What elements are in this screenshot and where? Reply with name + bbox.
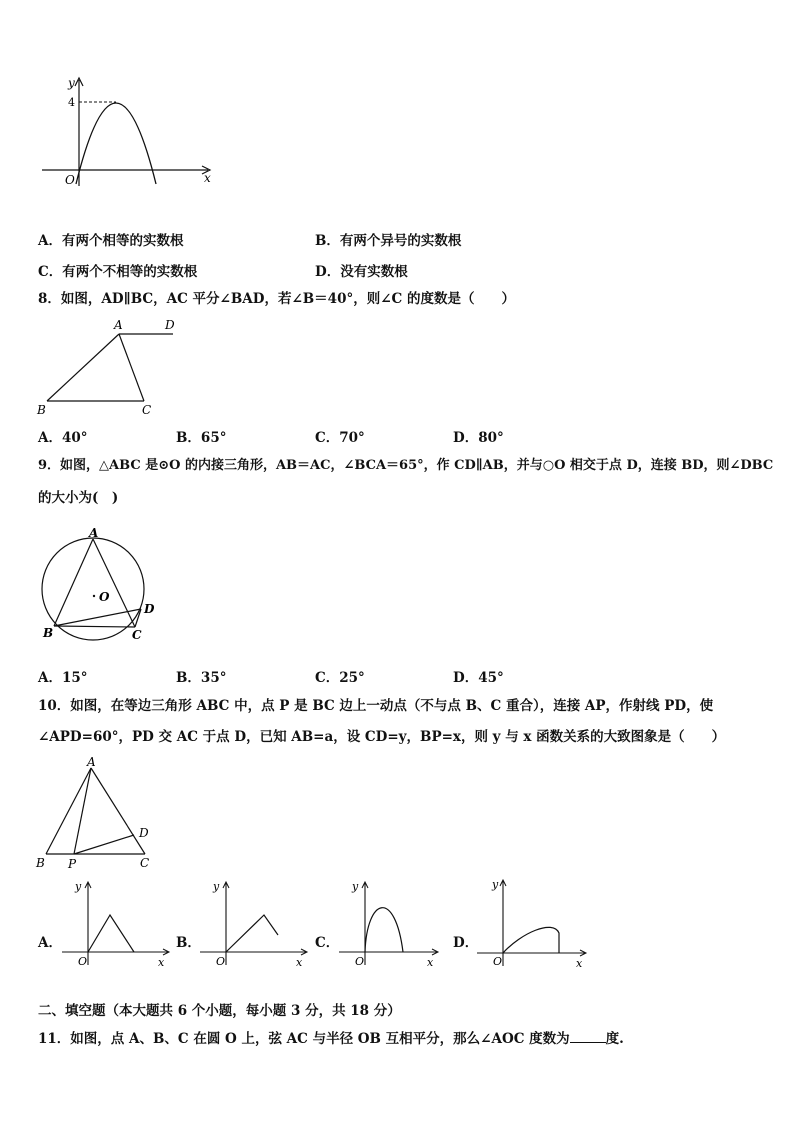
origin-label: O — [65, 173, 75, 187]
q9-circle-figure — [36, 525, 161, 647]
center-dot — [93, 595, 95, 597]
q8-stem: 8．如图，AD∥BC，AC 平分∠BAD，若∠B＝40°，则∠C 的度数是（ ） — [38, 291, 515, 307]
q9-option-a[interactable] — [38, 666, 88, 686]
q8-figure — [36, 318, 181, 418]
option-letter: A． — [38, 233, 62, 249]
point-b-label: B — [37, 403, 46, 417]
q10-triangle-figure — [34, 755, 159, 873]
option-text: 有两个相等的实数根 — [61, 233, 184, 249]
option-text: 有两个异号的实数根 — [339, 233, 462, 249]
option-letter: B． — [176, 670, 201, 686]
q7-parabola-graph — [38, 74, 218, 189]
q10-option-b-letter[interactable]: B． — [176, 935, 201, 951]
segment-bc — [54, 626, 135, 627]
segment-ab — [54, 539, 93, 626]
y-axis-label: y — [213, 880, 220, 893]
origin-label: O — [493, 955, 503, 968]
answer-blank[interactable] — [570, 1030, 606, 1043]
option-letter: D． — [453, 430, 479, 446]
q11-stem: 11．如图，点 A、B、C 在圆 O 上，弦 AC 与半径 OB 互相平分，那么∠AOC 度数为 — [38, 1031, 570, 1047]
q7-option-d[interactable] — [315, 260, 408, 280]
option-letter: D． — [315, 264, 341, 280]
q10-option-d-letter[interactable]: D． — [453, 935, 479, 951]
q11-stem-line — [38, 1030, 624, 1048]
q8-option-c[interactable] — [315, 426, 365, 446]
point-o-label: O — [99, 590, 110, 604]
option-letter: C． — [315, 670, 340, 686]
x-axis-label: x — [204, 171, 211, 185]
point-p-label: P — [68, 857, 77, 871]
option-letter: B． — [315, 233, 340, 249]
segment-pd — [74, 835, 134, 854]
point-c-label: C — [132, 628, 142, 642]
graph-curve — [365, 908, 403, 952]
point-a-label: A — [87, 755, 96, 769]
option-letter: D． — [453, 670, 479, 686]
origin-label: O — [78, 955, 88, 968]
origin-label: O — [355, 955, 365, 968]
option-letter: C． — [315, 430, 340, 446]
parabola-curve — [76, 103, 156, 184]
origin-label: O — [216, 955, 226, 968]
point-c-label: C — [142, 403, 152, 417]
segment-ap — [74, 768, 91, 854]
q9-option-d[interactable] — [453, 666, 504, 686]
q9-stem-line2: 的大小为( ) — [38, 490, 119, 506]
point-a-label: A — [89, 526, 99, 540]
q10-option-b-graph[interactable] — [198, 877, 310, 969]
option-text: 没有实数根 — [340, 264, 408, 280]
q9-option-b[interactable] — [176, 666, 226, 686]
point-b-label: B — [43, 626, 54, 640]
q10-stem-line1: 10．如图，在等边三角形 ABC 中，点 P 是 BC 边上一动点（不与点 B、C 重合），连接 AP，作射线 PD，使 — [38, 698, 714, 714]
x-axis-label: x — [576, 957, 583, 969]
y-axis-label: y — [352, 880, 359, 893]
graph-curve — [503, 927, 559, 953]
segment-ab — [47, 334, 119, 401]
point-b-label: B — [36, 856, 45, 870]
option-text: 有两个不相等的实数根 — [62, 264, 198, 280]
q7-option-b[interactable] — [315, 229, 461, 249]
point-d-label: D — [144, 602, 155, 616]
q7-option-a[interactable] — [38, 229, 183, 249]
option-text: 70° — [339, 430, 365, 446]
point-d-label: D — [139, 826, 149, 840]
x-axis-label: x — [158, 956, 165, 969]
option-text: 65° — [200, 430, 227, 446]
x-axis-label: x — [427, 956, 434, 969]
q8-option-b[interactable] — [176, 426, 226, 446]
y-axis-label: y — [75, 880, 82, 893]
q10-option-a-letter[interactable]: A． — [38, 935, 62, 951]
section-title: 二、填空题（本大题共 6 个小题，每小题 3 分，共 18 分） — [38, 1003, 401, 1019]
segment-ac — [119, 334, 144, 401]
option-text: 45° — [478, 670, 504, 686]
y-axis-label: y — [492, 878, 499, 891]
q10-stem-line2: ∠APD=60°，PD 交 AC 于点 D，已知 AB=a，设 CD=y，BP=x，则 y 与 x 函数关系的大致图象是（ ） — [38, 729, 726, 745]
q8-option-a[interactable] — [38, 426, 88, 446]
option-text: 80° — [478, 430, 504, 446]
point-d-label: D — [165, 318, 175, 332]
q10-option-d-graph[interactable] — [475, 873, 593, 969]
y-axis-label: y — [68, 76, 75, 90]
segment-bd — [54, 609, 141, 626]
q10-option-c-letter[interactable]: C． — [315, 935, 340, 951]
point-a-label: A — [114, 318, 123, 332]
graph-line — [226, 915, 278, 952]
circle-o — [42, 538, 144, 640]
option-text: 40° — [61, 430, 88, 446]
q10-option-c-graph[interactable] — [337, 877, 449, 969]
q11-suffix: 度. — [605, 1031, 624, 1047]
point-c-label: C — [140, 856, 150, 870]
x-axis-label: x — [296, 956, 303, 969]
option-letter: A． — [38, 430, 62, 446]
q9-stem-line1: 9．如图，△ABC 是⊙O 的内接三角形，AB＝AC，∠BCA＝65°，作 CD∥AB，并与○O 相交于点 D，连接 BD，则∠DBC — [38, 458, 774, 473]
q9-option-c[interactable] — [315, 666, 365, 686]
option-letter: A． — [38, 670, 62, 686]
option-text: 35° — [200, 670, 227, 686]
q8-option-d[interactable] — [453, 426, 504, 446]
option-letter: C． — [38, 264, 63, 280]
segment-ac — [91, 768, 145, 854]
q10-option-a-graph[interactable] — [60, 877, 172, 969]
q7-option-c[interactable] — [38, 260, 197, 280]
peak-value-label: 4 — [68, 96, 75, 109]
segment-ab — [46, 768, 91, 854]
option-letter: B． — [176, 430, 201, 446]
option-text: 25° — [339, 670, 365, 686]
graph-line — [88, 915, 134, 952]
option-text: 15° — [61, 670, 88, 686]
